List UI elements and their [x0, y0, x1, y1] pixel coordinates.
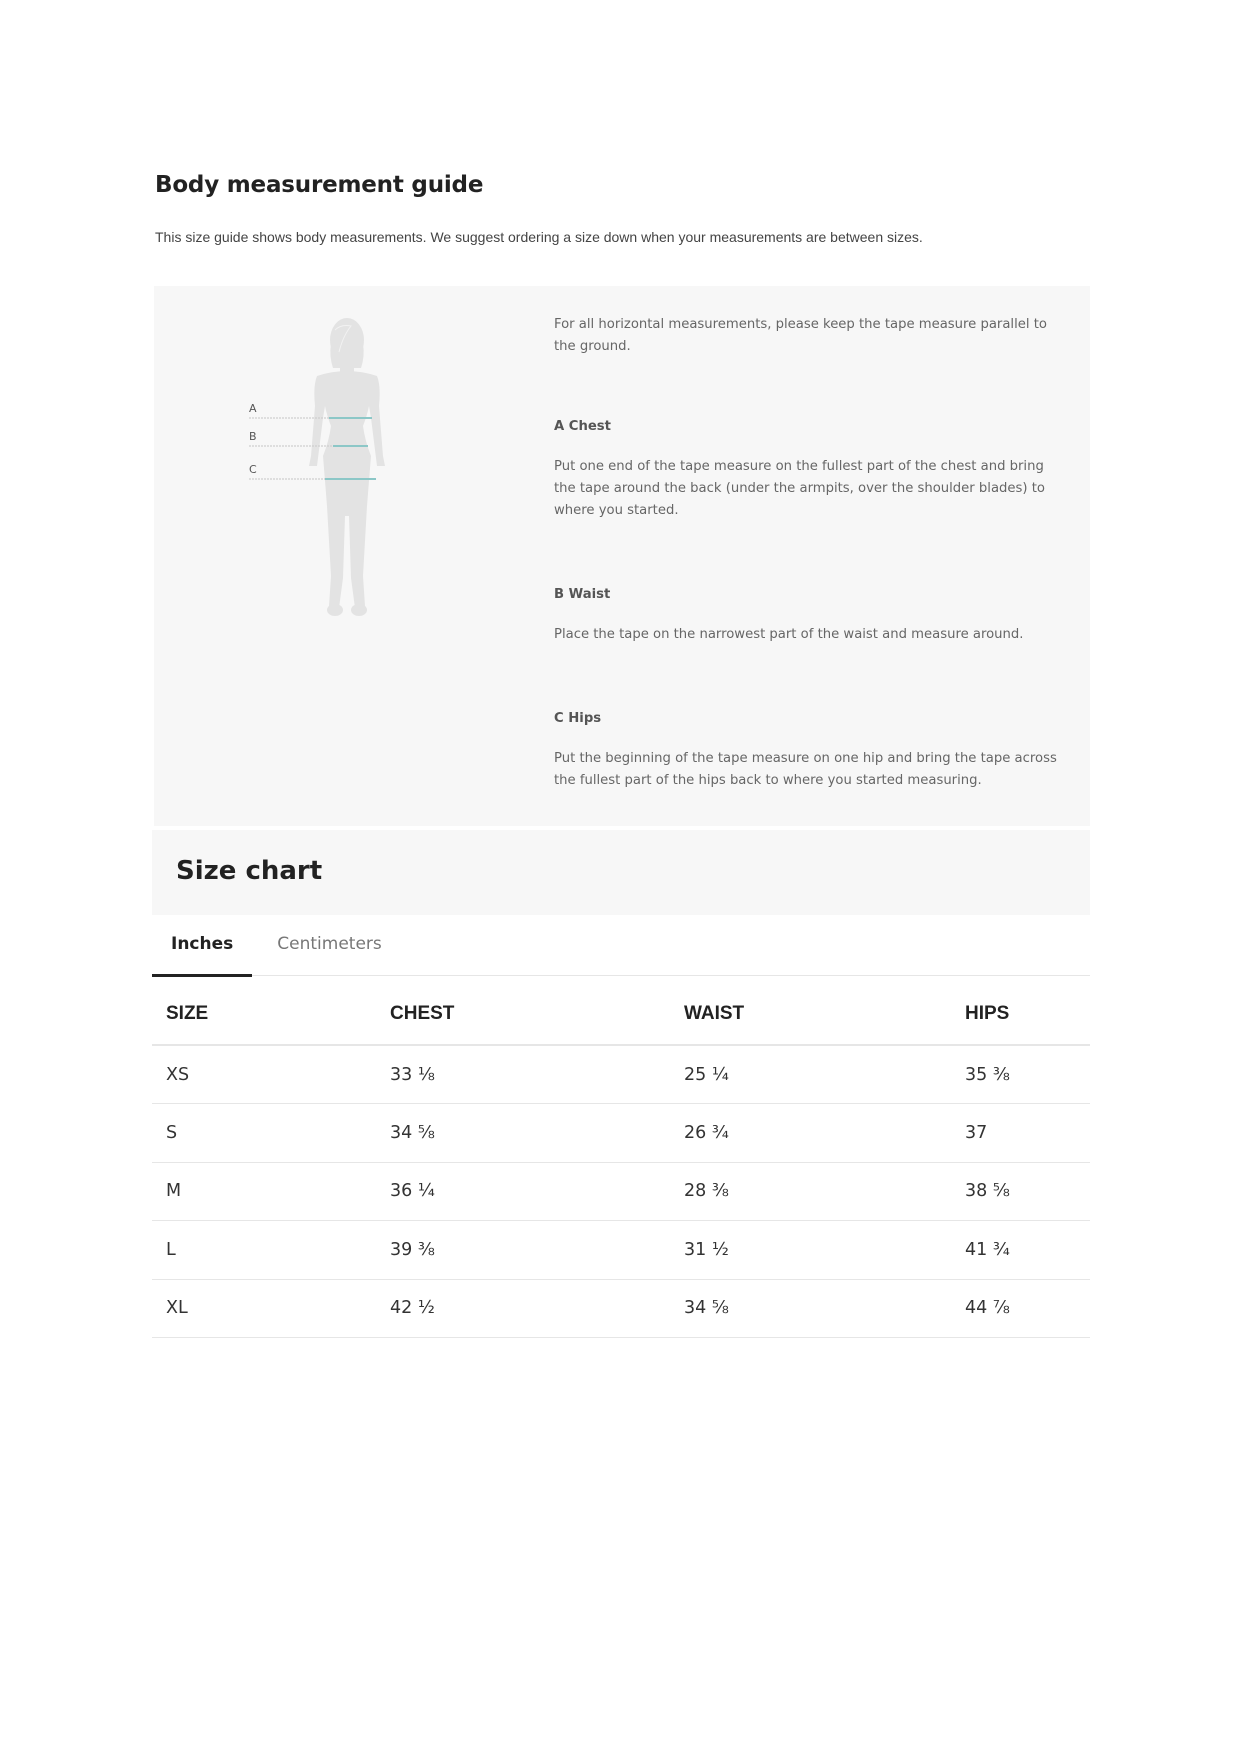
figure-label-a: A [249, 402, 257, 415]
cell-size: S [152, 1104, 376, 1163]
column-header-size: SIZE [152, 977, 376, 1045]
size-chart-header [152, 830, 1090, 915]
body-silhouette-icon [239, 316, 439, 656]
cell-chest: 42 ½ [376, 1279, 670, 1338]
cell-chest: 34 ⅝ [376, 1104, 670, 1163]
intro-text: This size guide shows body measurements. We suggest ordering a size down when your measurements are between sizes. [155, 229, 923, 245]
cell-waist: 26 ¾ [670, 1104, 951, 1163]
cell-size: M [152, 1162, 376, 1221]
cell-waist: 31 ½ [670, 1221, 951, 1280]
table-row [152, 1221, 1090, 1280]
figure-label-b: B [249, 430, 257, 443]
page-title: Body measurement guide [155, 172, 484, 198]
chest-title: A Chest [554, 419, 611, 434]
cell-waist: 34 ⅝ [670, 1279, 951, 1338]
unit-tabs [152, 922, 1090, 976]
waist-title: B Waist [554, 587, 611, 602]
chest-body: Put one end of the tape measure on the fullest part of the chest and bring the tape around the back (under the armpits, over the shoulder blades) to where you started. [554, 459, 1045, 518]
column-header-hips: HIPS [951, 977, 1090, 1045]
body-figure [239, 316, 439, 656]
size-table [152, 977, 1090, 1338]
measurement-guide-panel [154, 286, 1090, 826]
hips-section [554, 708, 1064, 792]
cell-chest: 39 ⅜ [376, 1221, 670, 1280]
waist-section [554, 584, 1064, 646]
waist-body: Place the tape on the narrowest part of the waist and measure around. [554, 627, 1024, 642]
cell-size: XL [152, 1279, 376, 1338]
guide-intro: For all horizontal measurements, please keep the tape measure parallel to the ground. [554, 317, 1047, 354]
table-row [152, 1104, 1090, 1163]
hips-body: Put the beginning of the tape measure on one hip and bring the tape across the fullest part of the hips back to where you started measuring. [554, 751, 1057, 788]
column-header-waist: WAIST [670, 977, 951, 1045]
cell-size: XS [152, 1045, 376, 1104]
column-header-chest: CHEST [376, 977, 670, 1045]
table-row [152, 1045, 1090, 1104]
cell-hips: 44 ⅞ [951, 1279, 1090, 1338]
cell-hips: 35 ⅜ [951, 1045, 1090, 1104]
cell-hips: 37 [951, 1104, 1090, 1163]
guide-instructions [554, 314, 1064, 792]
chest-section [554, 416, 1064, 522]
tab-inches[interactable]: Inches [152, 922, 252, 976]
table-header-row [152, 977, 1090, 1045]
cell-waist: 28 ⅜ [670, 1162, 951, 1221]
size-chart-title: Size chart [176, 856, 323, 886]
cell-waist: 25 ¼ [670, 1045, 951, 1104]
cell-chest: 33 ⅛ [376, 1045, 670, 1104]
cell-hips: 41 ¾ [951, 1221, 1090, 1280]
tab-centimeters[interactable]: Centimeters [277, 934, 382, 954]
cell-chest: 36 ¼ [376, 1162, 670, 1221]
hips-title: C Hips [554, 711, 602, 726]
cell-size: L [152, 1221, 376, 1280]
table-row [152, 1162, 1090, 1221]
cell-hips: 38 ⅝ [951, 1162, 1090, 1221]
figure-label-c: C [249, 463, 257, 476]
table-row [152, 1279, 1090, 1338]
